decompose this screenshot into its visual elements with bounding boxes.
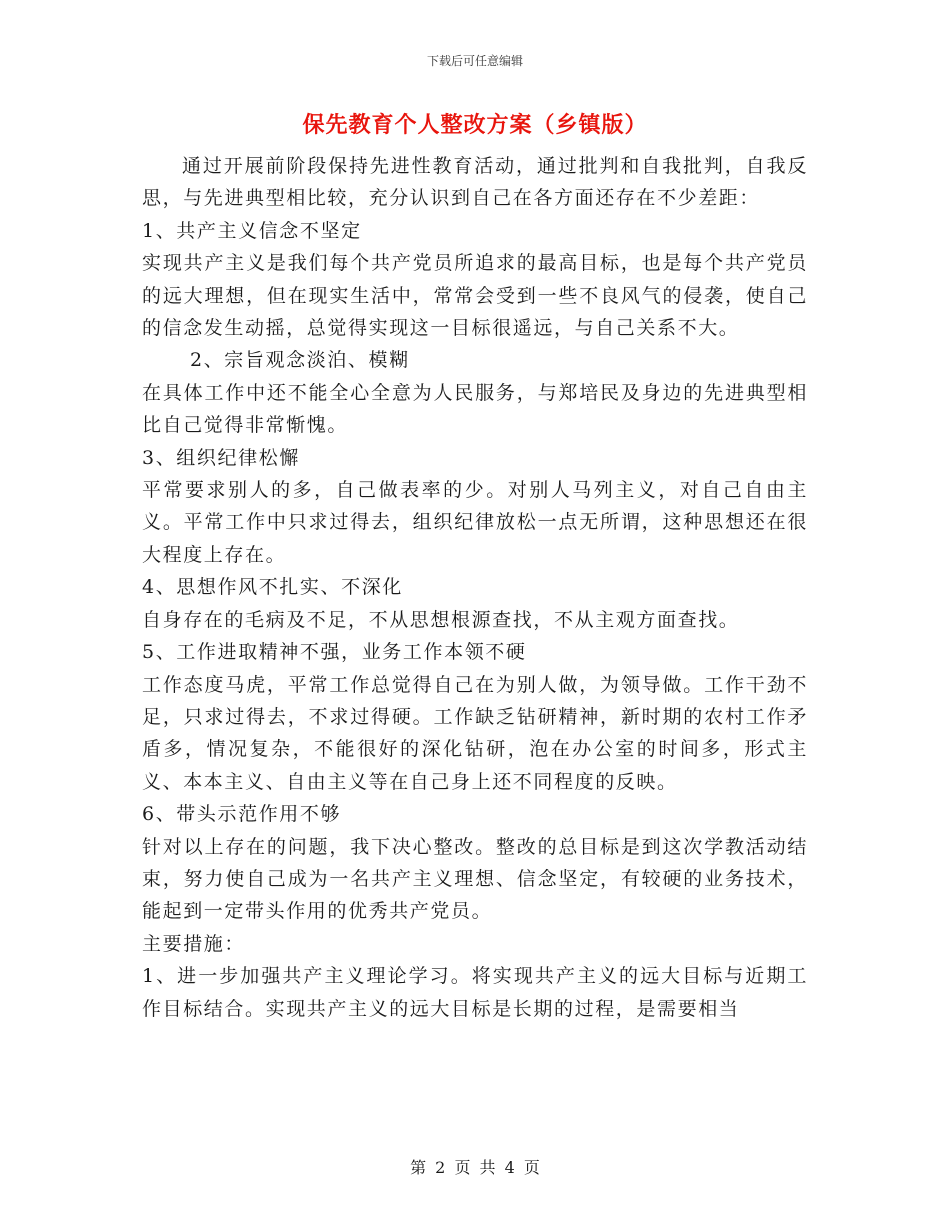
problem-heading-6: 6、带头示范作用不够 xyxy=(142,803,342,826)
rectification-goal-paragraph: 针对以上存在的问题，我下决心整改。整改的总目标是到这次学教活动结束，努力使自己成为一名共产主义理想、信念坚定，有较硬的业务技术，能起到一定带头作用的优秀共产党员。 xyxy=(142,835,808,923)
problem-heading-1: 1、共产主义信念不坚定 xyxy=(142,219,362,242)
document-body xyxy=(142,150,808,1025)
intro-paragraph: 通过开展前阶段保持先进性教育活动，通过批判和自我批判，自我反思，与先进典型相比较，充分认识到自己在各方面还存在不少差距： xyxy=(142,155,808,210)
problem-heading-4: 4、思想作风不扎实、不深化 xyxy=(142,576,403,599)
measures-heading: 主要措施： xyxy=(142,932,246,955)
problem-paragraph-4: 自身存在的毛病及不足，不从思想根源查找，不从主观方面查找。 xyxy=(142,608,740,631)
problem-heading-3: 3、组织纪律松懈 xyxy=(142,446,300,469)
problem-paragraph-3: 平常要求别人的多，自己做表率的少。对别人马列主义，对自己自由主义。平常工作中只求过得去，组织纪律放松一点无所谓，这种思想还在很大程度上存在。 xyxy=(142,479,808,566)
problem-paragraph-2: 在具体工作中还不能全心全意为人民服务，与郑培民及身边的先进典型相比自己觉得非常惭愧。 xyxy=(142,381,808,437)
problem-paragraph-5: 工作态度马虎，平常工作总觉得自己在为别人做，为领导做。工作干劲不足，只求过得去，不求过得硬。工作缺乏钻研精神，新时期的农村工作矛盾多，情况复杂，不能很好的深化钻研，泡在办公室的时间多，形式主义、本本主义、自由主义等在自己身上还不同程度的反映。 xyxy=(142,673,808,793)
document-title: 保先教育个人整改方案（乡镇版） xyxy=(302,112,648,138)
problem-paragraph-1: 实现共产主义是我们每个共产党员所追求的最高目标，也是每个共产党员的远大理想，但在现实生活中，常常会受到一些不良风气的侵袭，使自己的信念发生动摇，总觉得实现这一目标很遥远，与自己关系不大。 xyxy=(142,252,808,340)
problem-heading-2: 2、宗旨观念淡泊、模糊 xyxy=(190,349,410,372)
problem-heading-5: 5、工作进取精神不强，业务工作本领不硬 xyxy=(142,641,527,664)
header-note: 下载后可任意编辑 xyxy=(426,54,523,68)
measure-paragraph-1: 1、进一步加强共产主义理论学习。将实现共产主义的远大目标与近期工作目标结合。实现共产主义的远大目标是长期的过程，是需要相当 xyxy=(142,965,808,1020)
page-number-footer: 第 2 页 共 4 页 xyxy=(410,1158,540,1177)
